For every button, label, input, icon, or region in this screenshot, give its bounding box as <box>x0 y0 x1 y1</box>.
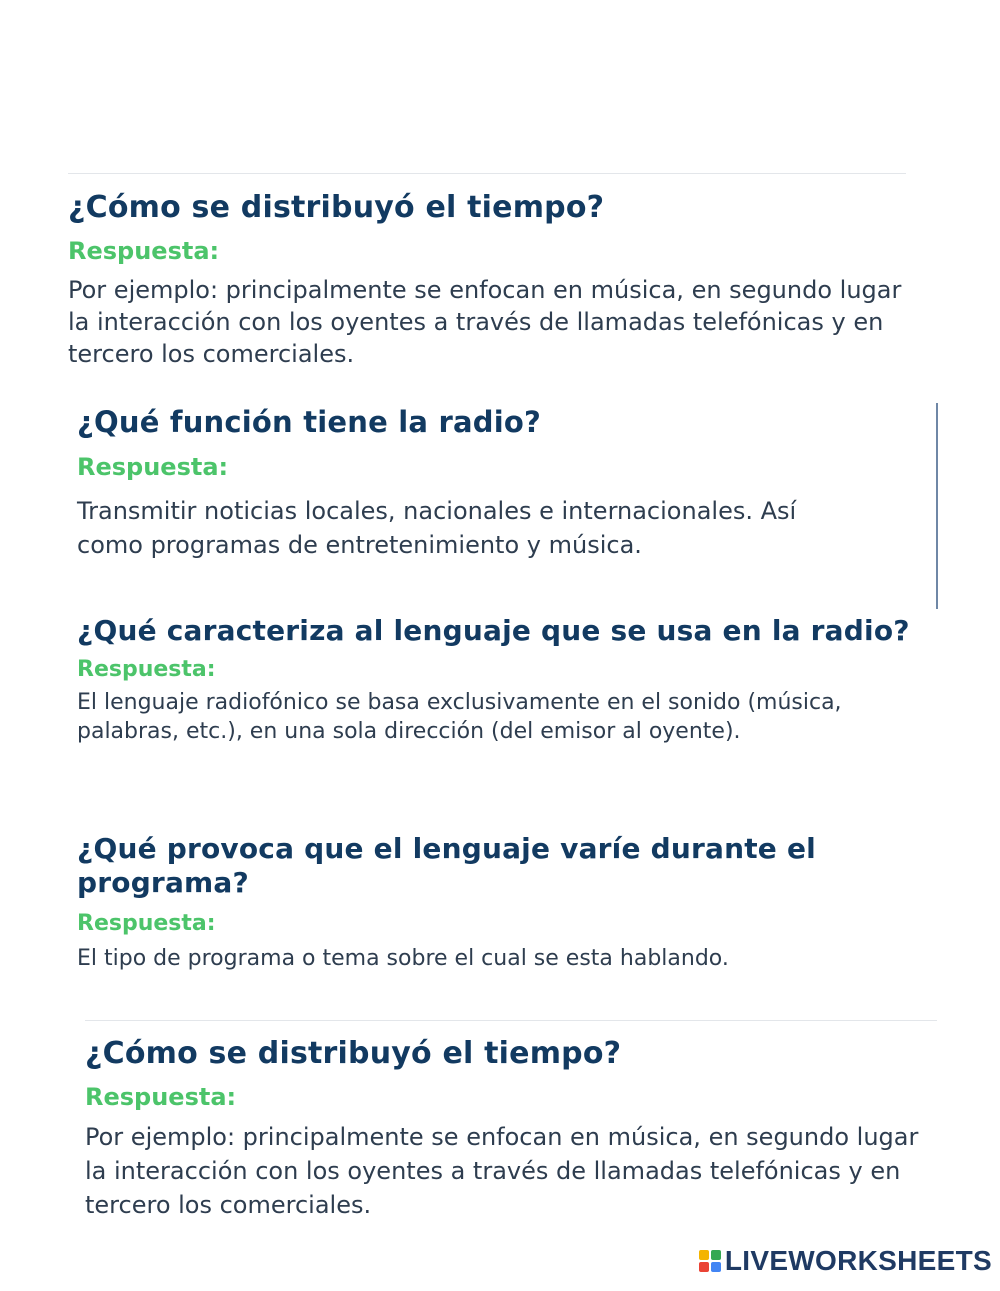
answer-text: El lenguaje radiofónico se basa exclusivamente en el sonido (música, palabras, etc.), en una sola dirección (del emisor al oyente). <box>77 690 842 744</box>
question-heading: ¿Cómo se distribuyó el tiempo? <box>68 190 605 225</box>
liveworksheets-logo-icon <box>699 1250 721 1272</box>
top-divider <box>68 173 906 174</box>
qa-section-2 <box>77 402 927 562</box>
vertical-divider <box>936 403 938 609</box>
lower-divider <box>85 1020 937 1021</box>
qa-section-1 <box>68 188 938 370</box>
question-heading: ¿Qué caracteriza al lenguaje que se usa en la radio? <box>77 614 910 647</box>
qa-section-5 <box>85 1034 955 1222</box>
respuesta-label: Respuesta: <box>77 911 216 936</box>
answer-text: El tipo de programa o tema sobre el cual se esta hablando. <box>77 946 729 971</box>
answer-text: Por ejemplo: principalmente se enfocan en música, en segundo lugar la interacción con los oyentes a través de llamadas telefónicas y en tercero los comerciales. <box>68 276 902 368</box>
question-heading: ¿Cómo se distribuyó el tiempo? <box>85 1036 622 1071</box>
question-heading: ¿Qué función tiene la radio? <box>77 405 541 439</box>
qa-section-3 <box>77 614 947 746</box>
answer-text: Por ejemplo: principalmente se enfocan en música, en segundo lugar la interacción con los oyentes a través de llamadas telefónicas y en tercero los comerciales. <box>85 1123 919 1219</box>
question-heading: ¿Qué provoca que el lenguaje varíe durante el programa? <box>77 832 816 899</box>
logo-wordmark: LIVEWORKSHEETS <box>724 1245 992 1276</box>
answer-text: Transmitir noticias locales, nacionales e internacionales. Así como programas de entretenimiento y música. <box>77 497 797 559</box>
respuesta-label: Respuesta: <box>68 237 220 265</box>
respuesta-label: Respuesta: <box>85 1083 237 1111</box>
liveworksheets-logo[interactable] <box>699 1245 992 1277</box>
respuesta-label: Respuesta: <box>77 453 229 481</box>
qa-section-4 <box>77 832 947 973</box>
respuesta-label: Respuesta: <box>77 657 216 682</box>
